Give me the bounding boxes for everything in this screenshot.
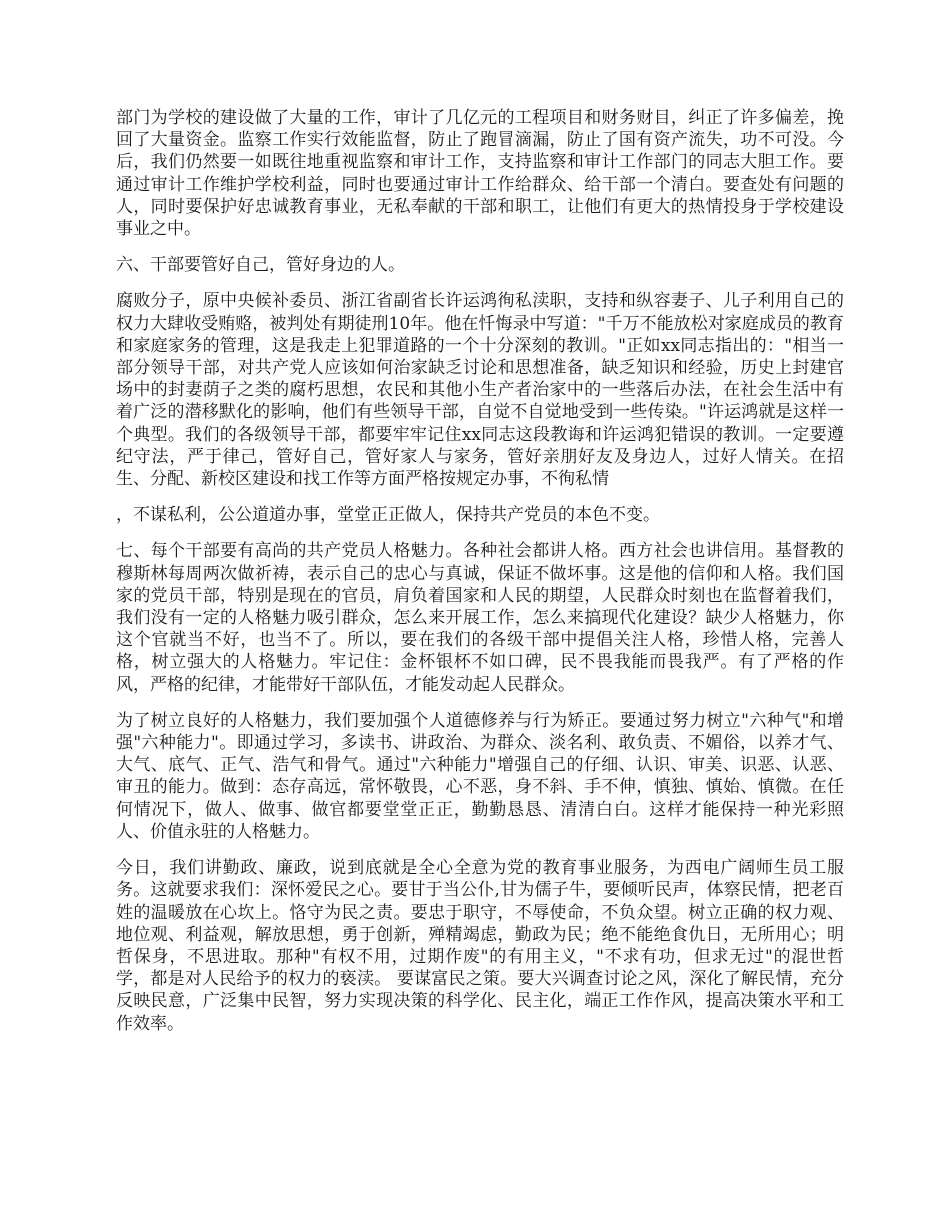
document-body (116, 107, 844, 1049)
paragraph-diligent-governance: 今日，我们讲勤政、廉政，说到底就是全心全意为党的教育事业服务，为西电广阔师生员工服务。这就要求我们：深怀爱民之心。要甘于当公仆,甘为儒子牛，要倾听民声，体察民情，把老百姓的温暖放在心坎上。恪守为民之责。要忠于职守，不辱使命，不负众望。树立正确的权力观、地位观、利益观，解放思想，勇于创新，殚精竭虑，勤政为民；绝不能绝食仇日，无所用心；明哲保身，不思进取。那种"有权不用，过期作废"的有用主义，"不求有功，但求无过"的混世哲学，都是对人民给予的权力的亵渎。 要谋富民之策。要大兴调查讨论之风，深化了解民情，充分反映民意，广泛集中民智，努力实现决策的科学化、民主化，端正工作作风，提高决策水平和工作效率。 (116, 858, 844, 1034)
paragraph-integrity-continuation: ，不谋私利，公公道道办事，堂堂正正做人，保持共产党员的本色不变。 (116, 505, 660, 526)
section-heading-six: 六、干部要管好自己，管好身边的人。 (116, 255, 405, 276)
paragraph-audit-supervision: 部门为学校的建设做了大量的工作，审计了几亿元的工程项目和财务财目，纠正了许多偏差，挽回了大量资金。监察工作实行效能监督，防止了跑冒滴漏，防止了国有资产流失，功不可没。今后，我们仍然要一如既往地重视监察和审计工作，支持监察和审计工作部门的同志大胆工作。要通过审计工作维护学校利益，同时也要通过审计工作给群众、给干部一个清白。要查处有问题的人，同时要保护好忠诚教育事业，无私奉献的干部和职工，让他们有更大的热情投身于学校建设事业之中。 (116, 108, 844, 240)
paragraph-personal-charisma: 为了树立良好的人格魅力，我们要加强个人道德修养与行为矫正。要通过努力树立"六种气"和增强"六种能力"。即通过学习，多读书、讲政治、为群众、淡名利、敢负责、不媚俗，以养才气、大气、底气、正气、浩气和骨气。通过"六种能力"增强自己的仔细、认识、审美、识恶、认恶、审丑的能力。做到：态存高远，常怀敬畏，心不恶，身不斜、手不伸，慎独、慎始、慎微。在任何情况下，做人、做事、做官都要堂堂正正，勤勤恳恳、清清白白。这样才能保持一种光彩照人、价值永驻的人格魅力。 (116, 710, 844, 842)
paragraph-section-seven: 七、每个干部要有高尚的共产党员人格魅力。各种社会都讲人格。西方社会也讲信用。基督教的穆斯林每周两次做祈祷，表示自己的忠心与真诚，保证不做坏事。这是他的信仰和人格。我们国家的党员干部，特别是现在的官员，肩负着国家和人民的期望，人民群众时刻也在监督着我们，我们没有一定的人格魅力吸引群众，怎么来开展工作，怎么来搞现代化建设？缺少人格魅力，你这个官就当不好，也当不了。所以，要在我们的各级干部中提倡关注人格，珍惜人格，完善人格，树立强大的人格魅力。牢记住：金杯银杯不如口碑，民不畏我能而畏我严。有了严格的作风，严格的纪律，才能带好干部队伍，才能发动起人民群众。 (116, 541, 844, 695)
paragraph-corruption-case: 腐败分子，原中央候补委员、浙江省副省长许运鸿徇私渎职，支持和纵容妻子、儿子利用自己的权力大肆收受贿赂，被判处有期徒刑10年。他在忏悔录中写道："千万不能放松对家庭成员的教育和家庭家务的管理，这是我走上犯罪道路的一个十分深刻的教训。"正如xx同志指出的："相当一部分领导干部，对共产党人应该如何治家缺乏讨论和思想准备，缺乏知识和经验，历史上封建官场中的封妻荫子之类的腐朽思想，农民和其他小生产者治家中的一些落后办法，在社会生活中有着广泛的潜移默化的影响，他们有些领导干部，自觉不自觉地受到一些传染。"许运鸿就是这样一个典型。我们的各级领导干部，都要牢牢记住xx同志这段教诲和许运鸿犯错误的教训。一定要遵纪守法，严于律己，管好自己，管好家人与家务，管好亲朋好友及身边人，过好人情关。在招生、分配、新校区建设和找工作等方面严格按规定办事，不徇私情 (116, 291, 844, 490)
